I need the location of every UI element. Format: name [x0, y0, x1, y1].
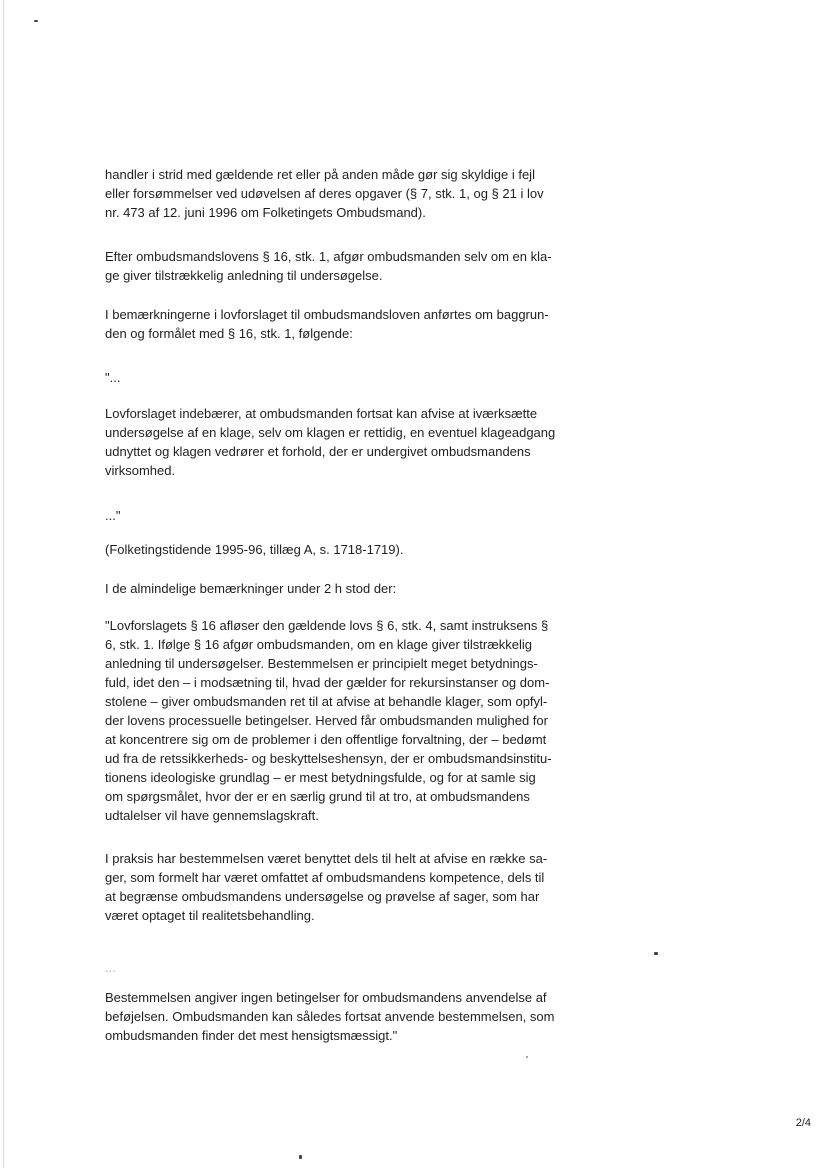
- text-line: ge giver tilstrækkelig anledning til undersøgelse.: [105, 268, 383, 283]
- paragraph-quote-2: [105, 616, 597, 825]
- text-line: at begrænse ombudsmandens undersøgelse og prøvelse af sager, som har: [105, 889, 540, 904]
- text-line: om spørgsmålet, hvor der er en særlig grund til at tro, at ombudsmandens: [105, 789, 530, 804]
- text-line: nr. 473 af 12. juni 1996 om Folketingets Ombudsmand).: [105, 205, 426, 220]
- text-line: fuld, idet den – i modsætning til, hvad der gælder for rekursinstanser og dom-: [105, 675, 550, 690]
- text-line: (Folketingstidende 1995-96, tillæg A, s. 1718-1719).: [105, 542, 404, 557]
- text-line: stolene – giver ombudsmanden ret til at afvise at behandle klager, som opfyl-: [105, 694, 548, 709]
- text-line: ombudsmanden finder det mest hensigtsmæssigt.": [105, 1028, 398, 1043]
- text-line: været optaget til realitetsbehandling.: [105, 908, 315, 923]
- text-line: ...": [105, 508, 121, 523]
- text-line: den og formålet med § 16, stk. 1, følgende:: [105, 326, 353, 341]
- paragraph-2: [105, 247, 597, 285]
- text-line: undersøgelse af en klage, selv om klagen er rettidig, en eventuel klageadgang: [105, 425, 556, 440]
- paragraph-quote-4: [105, 988, 597, 1045]
- paragraph-quote-1: [105, 404, 597, 480]
- scan-speck: [526, 1056, 528, 1058]
- quote-mid-ellipsis: [105, 958, 597, 977]
- text-line: at koncentrere sig om de problemer i den offentlige forvaltning, der – bedømt: [105, 732, 547, 747]
- text-line: der lovens processuelle betingelser. Herved får ombudsmanden mulighed for: [105, 713, 548, 728]
- quote-close-ellipsis: [105, 506, 597, 525]
- text-line: Efter ombudsmandslovens § 16, stk. 1, afgør ombudsmanden selv om en kla-: [105, 249, 552, 264]
- text-line: Bestemmelsen angiver ingen betingelser for ombudsmandens anvendelse af: [105, 990, 547, 1005]
- scan-speck: [299, 1155, 302, 1159]
- paragraph-4: [105, 579, 597, 598]
- quote-open-ellipsis: [105, 368, 597, 387]
- paragraph-1: [105, 165, 597, 222]
- text-line: eller forsømmelser ved udøvelsen af deres opgaver (§ 7, stk. 1, og § 21 i lov: [105, 186, 544, 201]
- text-line: udnyttet og klagen vedrører et forhold, der er undergivet ombudsmandens: [105, 444, 531, 459]
- text-line: I praksis har bestemmelsen været benyttet dels til helt at afvise en række sa-: [105, 851, 548, 866]
- text-line: 6, stk. 1. Ifølge § 16 afgør ombudsmanden, om en klage giver tilstrækkelig: [105, 637, 533, 652]
- scan-edge-line: [3, 0, 4, 1168]
- text-line: virksomhed.: [105, 463, 176, 478]
- scan-speck: [34, 20, 38, 22]
- text-line: ...: [105, 960, 116, 975]
- text-line: tionens ideologiske grundlag – er mest betydningsfulde, og for at samle sig: [105, 770, 536, 785]
- text-line: "...: [105, 370, 121, 385]
- paragraph-quote-3: [105, 849, 597, 925]
- citation: [105, 540, 597, 559]
- text-line: I bemærkningerne i lovforslaget til ombudsmandsloven anførtes om baggrun-: [105, 307, 549, 322]
- text-line: handler i strid med gældende ret eller på anden måde gør sig skyldige i fejl: [105, 167, 535, 182]
- scan-speck: [654, 952, 658, 955]
- text-line: anledning til undersøgelser. Bestemmelsen er principielt meget betydnings-: [105, 656, 538, 671]
- text-line: "Lovforslagets § 16 afløser den gældende lovs § 6, stk. 4, samt instruksens §: [105, 618, 549, 633]
- paragraph-3: [105, 305, 597, 343]
- text-line: ger, som formelt har været omfattet af ombudsmandens kompetence, dels til: [105, 870, 545, 885]
- text-line: udtalelser vil have gennemslagskraft.: [105, 808, 319, 823]
- page-number: 2/4: [795, 1117, 811, 1129]
- text-line: beføjelsen. Ombudsmanden kan således fortsat anvende bestemmelsen, som: [105, 1009, 555, 1024]
- text-line: I de almindelige bemærkninger under 2 h stod der:: [105, 581, 397, 596]
- text-line: Lovforslaget indebærer, at ombudsmanden fortsat kan afvise at iværksætte: [105, 406, 538, 421]
- text-line: ud fra de retssikkerheds- og beskyttelseshensyn, der er ombudsmandsinstitu-: [105, 751, 552, 766]
